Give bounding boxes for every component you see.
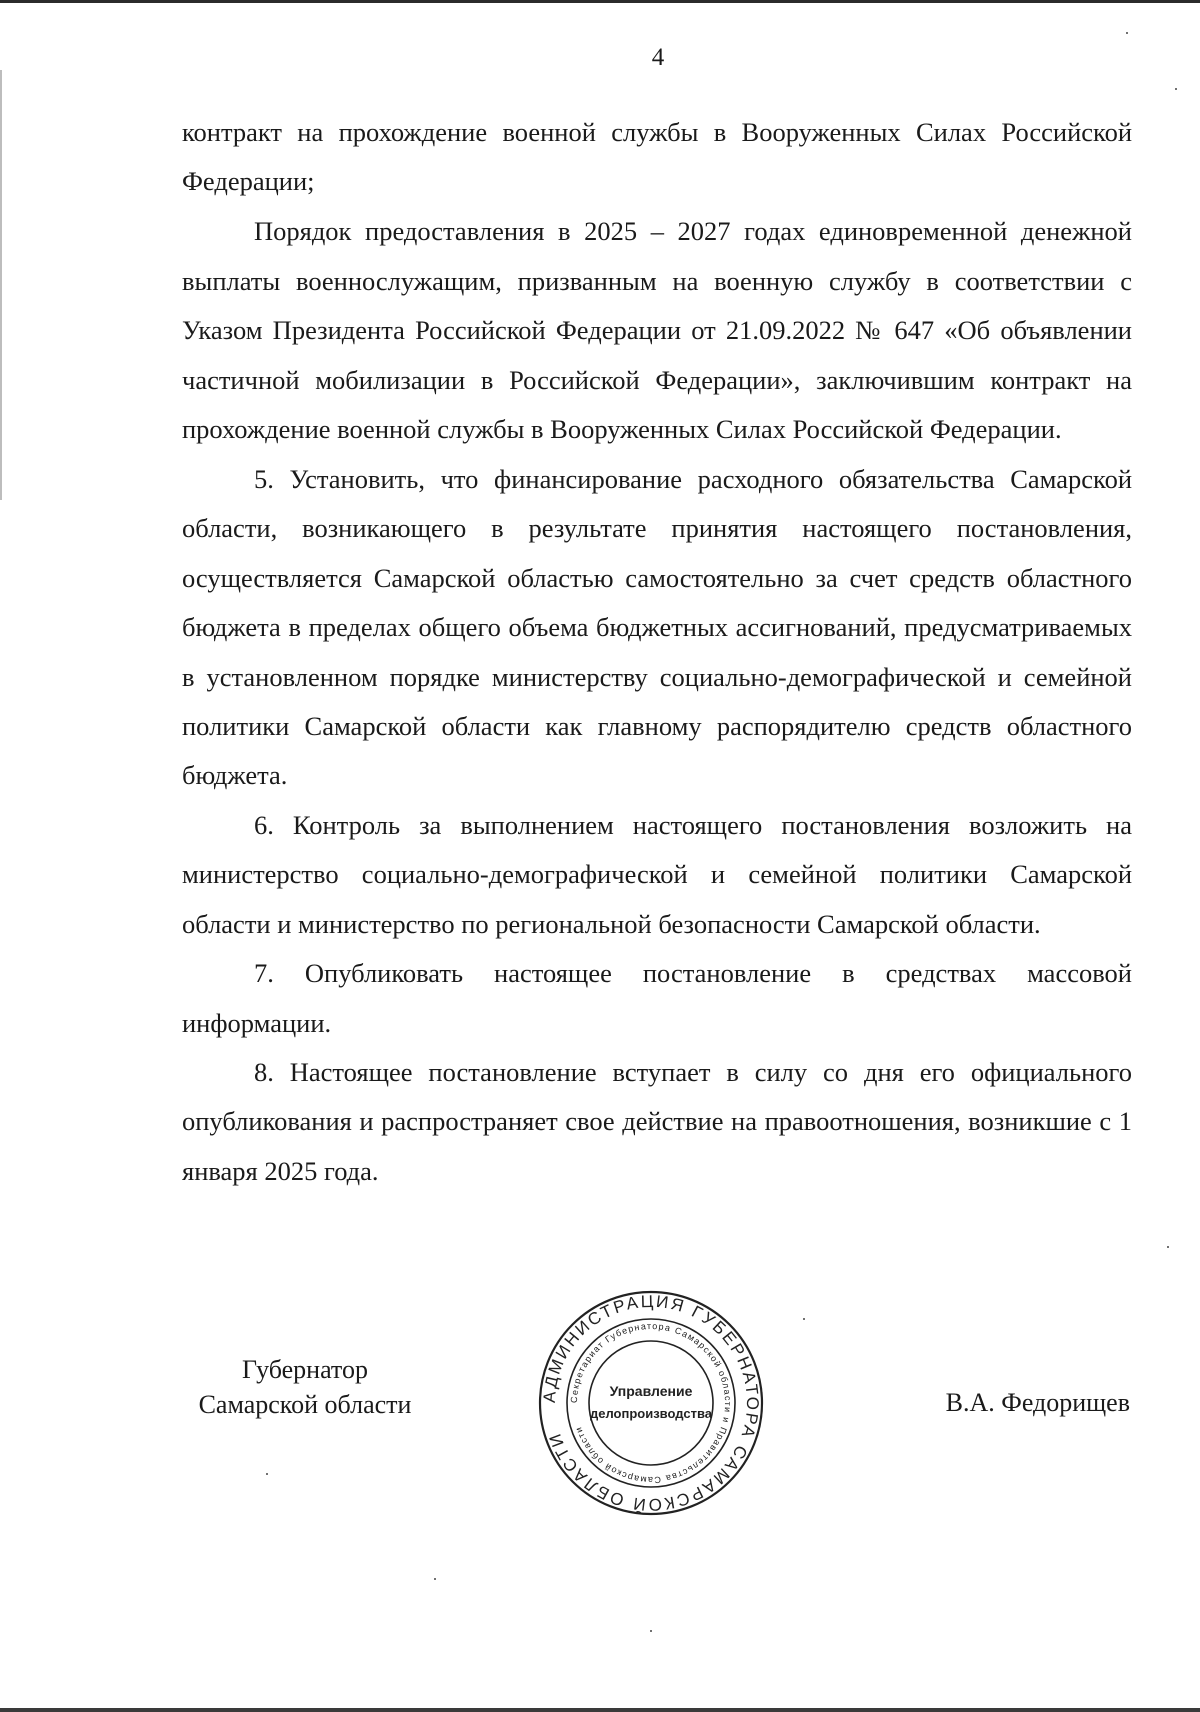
scan-left-edge-mark [0, 70, 2, 500]
scan-speck [1167, 1246, 1169, 1248]
signatory-title-line1: Губернатор [242, 1355, 368, 1384]
stamp-outer-text: АДМИНИСТРАЦИЯ ГУБЕРНАТОРА САМАРСКОЙ ОБЛАСТИ [539, 1291, 763, 1515]
stamp-middle-ring [567, 1319, 735, 1487]
document-body [182, 108, 1132, 1196]
scan-speck [650, 1630, 652, 1632]
scan-speck [434, 1578, 436, 1580]
stamp-inner-text: Секретариат Губернатора Самарской области и Правительства Самарской области [568, 1320, 734, 1486]
signatory-name: В.А. Федорищев [945, 1388, 1130, 1417]
paragraph-continuation: контракт на прохождение военной службы в Вооруженных Силах Российской Федерации; [182, 117, 1132, 197]
stamp-center-line1: Управление [609, 1383, 693, 1399]
official-stamp [536, 1288, 766, 1518]
paragraph-payment-procedure: Порядок предоставления в 2025 – 2027 годах единовременной денежной выплаты военнослужащим, призванным на военную службу в соответствии с Указом Президента Российской Федерации от 21.09.2022 № 647 «Об объявлении частичной мобилизации в Российской Федерации», заключившим контракт на прохождение военной службы в Вооруженных Силах Российской Федерации. [182, 216, 1132, 445]
paragraph-item-5: 5. Установить, что финансирование расходного обязательства Самарской области, возникающего в результате принятия настоящего постановления, осуществляется Самарской областью самостоятельно за счет средств областного бюджета в пределах общего объема бюджетных ассигнований, предусматриваемых в установленном порядке министерству социально-демографической и семейной политики Самарской области как главному распорядителю средств областного бюджета. [182, 464, 1132, 791]
scan-speck [1126, 32, 1128, 34]
scan-speck [803, 1318, 805, 1320]
paragraph-item-8: 8. Настоящее постановление вступает в силу со дня его официального опубликования и распространяет свое действие на правоотношения, возникшие с 1 января 2025 года. [182, 1056, 1132, 1186]
signatory-title-line2: Самарской области [198, 1390, 412, 1419]
page-number: 4 [651, 44, 665, 71]
scan-top-edge [0, 0, 1200, 3]
stamp-inner-ring [589, 1341, 713, 1465]
scan-speck [1175, 88, 1177, 90]
stamp-center-line2: делопроизводства [589, 1406, 713, 1421]
scan-speck [266, 1473, 268, 1475]
scan-bottom-edge [0, 1708, 1200, 1712]
signatory-title [185, 1352, 425, 1422]
paragraph-item-7: 7. Опубликовать настоящее постановление в средствах массовой информации. [182, 958, 1132, 1038]
paragraph-item-6: 6. Контроль за выполнением настоящего постановления возложить на министерство социально-демографической и семейной политики Самарской области и министерство по региональной безопасности Самарской области. [182, 809, 1132, 939]
